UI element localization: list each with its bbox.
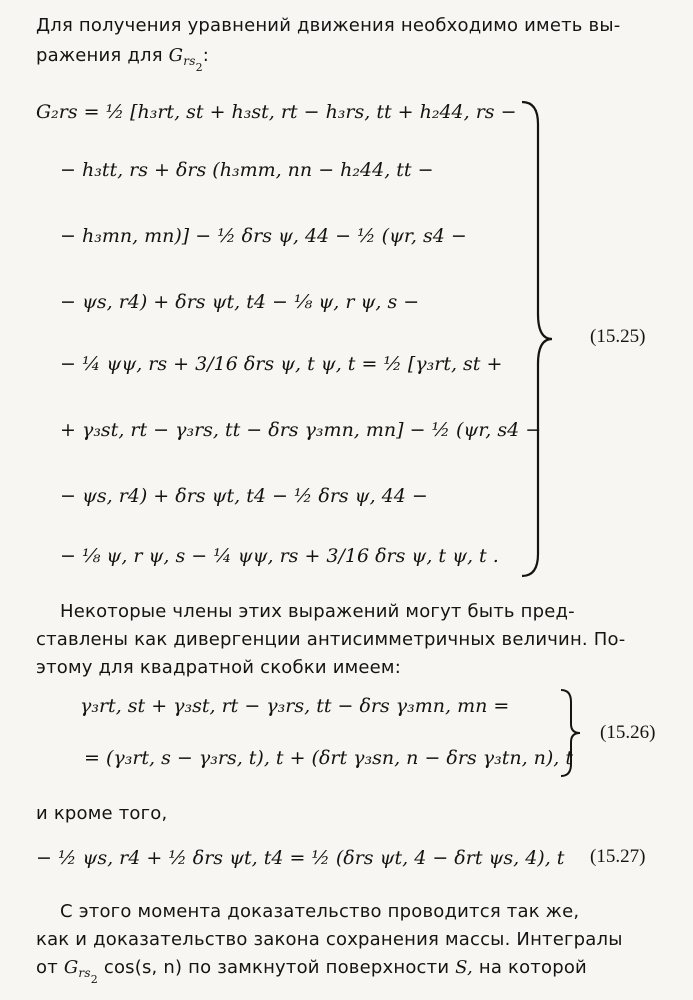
mid-line-1: Некоторые члены этих выражений могут быть пред-: [60, 601, 575, 622]
intro-colon: :: [202, 45, 210, 66]
intro-line-2-text: ражения для: [36, 45, 163, 66]
end-line-1: С этого момента доказательство проводится так же,: [60, 901, 580, 922]
eq-15-26-line-1: γ₃rt, st + γ₃st, rt − γ₃rs, tt − δrs γ₃mn, mn =: [80, 695, 510, 717]
intro-symbol: $G_{rs2}$: [168, 45, 203, 74]
eq-15-27-line-1: − ½ ψs, r4 + ½ δrs ψt, t4 = ½ (δrs ψt, 4 − δrt ψs, 4), t: [36, 847, 565, 869]
end-line-3-surface: S,: [455, 957, 473, 978]
equation-number-15-26: (15.26): [600, 722, 656, 743]
eq-15-25-line-8: − ⅛ ψ, r ψ, s − ¼ ψψ, rs + 3/16 δrs ψ, t ψ, t .: [60, 545, 499, 567]
right-brace-icon: [558, 688, 584, 778]
eq-15-25-line-4: − ψs, r4) + δrs ψt, t4 − ⅛ ψ, r ψ, s −: [60, 291, 420, 313]
end-line-2: как и доказательство закона сохранения массы. Интегралы: [36, 929, 623, 950]
end-line-3: [36, 956, 587, 992]
equation-number-15-25: (15.25): [590, 326, 646, 347]
eq-15-25-line-1: G₂rs = ½ [h₃rt, st + h₃st, rt − h₃rs, tt + h₂44, rs −: [36, 101, 517, 123]
eq-15-25-line-3: − h₃mn, mn)] − ½ δrs ψ, 44 − ½ (ψr, s4 −: [60, 225, 467, 247]
end-line-3-tail: на которой: [478, 957, 587, 978]
intro-line-2: [36, 44, 209, 80]
end-line-3-from: от: [36, 957, 58, 978]
eq-15-25-line-6: + γ₃st, rt − γ₃rs, tt − δrs γ₃mn, mn] − ½ (ψr, s4 −: [60, 419, 542, 441]
right-brace-icon: [518, 100, 558, 578]
intro-line-1: Для получения уравнений движения необходимо иметь вы-: [36, 15, 621, 36]
eq-15-25-line-7: − ψs, r4) + δrs ψt, t4 − ½ δrs ψ, 44 −: [60, 485, 428, 507]
mid-line-3: этому для квадратной скобки имеем:: [36, 657, 401, 678]
end-line-3-cos: cos(s, n) по замкнутой поверхности: [103, 957, 450, 978]
and-besides-text: и кроме того,: [36, 803, 168, 824]
mid-line-2: ставлены как дивергенции антисимметричных величин. По-: [36, 629, 626, 650]
eq-15-25-line-5: − ¼ ψψ, rs + 3/16 δrs ψ, t ψ, t = ½ [γ₃rt, st +: [60, 353, 503, 375]
equation-number-15-27: (15.27): [590, 846, 646, 867]
end-line-3-symbol: $G_{rs2}$: [63, 957, 98, 986]
eq-15-25-line-2: − h₃tt, rs + δrs (h₃mm, nn − h₂44, tt −: [60, 159, 434, 181]
eq-15-26-line-2: = (γ₃rt, s − γ₃rs, t), t + (δrt γ₃sn, n − δrs γ₃tn, n), t: [84, 747, 574, 769]
